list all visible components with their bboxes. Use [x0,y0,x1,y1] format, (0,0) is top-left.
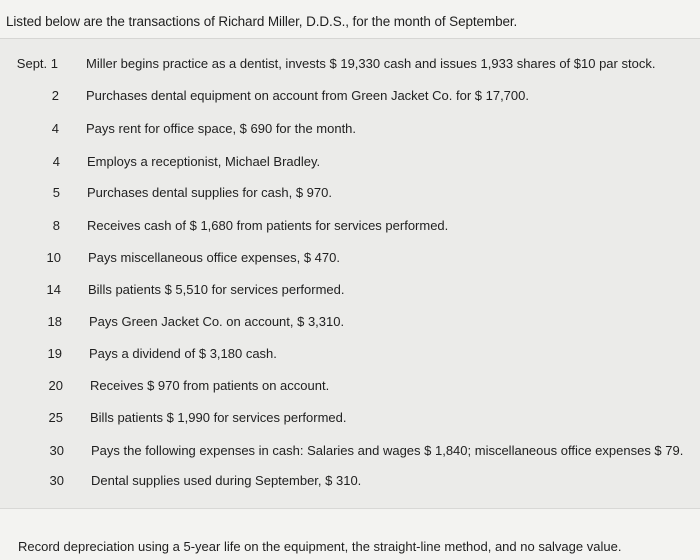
transaction-row [0,218,700,238]
transaction-date: 4 [52,154,60,169]
transaction-row [0,185,700,205]
footer-area [0,508,700,560]
transaction-description: Purchases dental equipment on account from Green Jacket Co. for $ 17,700. [86,88,529,103]
transaction-description: Pays the following expenses in cash: Salaries and wages $ 1,840; miscellaneous office expenses $ 79. [91,443,684,458]
transaction-row [0,88,700,108]
transaction-date: Sept. 1 [16,56,58,71]
intro-text: Listed below are the transactions of Richard Miller, D.D.S., for the month of September. [6,14,518,29]
transaction-description: Bills patients $ 5,510 for services performed. [88,282,345,297]
transaction-date: 14 [46,282,61,297]
transaction-row [0,56,700,76]
transaction-description: Pays rent for office space, $ 690 for the month. [86,121,357,136]
transaction-description: Pays miscellaneous office expenses, $ 470. [88,250,340,265]
transaction-description: Pays Green Jacket Co. on account, $ 3,310. [89,314,345,329]
transaction-row [0,121,700,141]
transaction-date: 8 [52,218,60,233]
transaction-row [0,282,700,302]
transaction-date: 30 [49,473,64,488]
transaction-row [0,443,700,463]
transaction-description: Miller begins practice as a dentist, invests $ 19,330 cash and issues 1,933 shares of $10 par stock. [86,56,656,71]
transaction-date: 19 [47,346,62,361]
transaction-date: 30 [49,443,64,458]
transaction-row [0,346,700,366]
transaction-description: Pays a dividend of $ 3,180 cash. [89,346,277,361]
transactions-panel [0,38,700,509]
transaction-row [0,378,700,398]
transaction-date: 5 [52,185,60,200]
transaction-row [0,154,700,174]
transaction-description: Bills patients $ 1,990 for services performed. [90,410,347,425]
transaction-date: 2 [51,88,59,103]
transaction-description: Purchases dental supplies for cash, $ 970. [87,185,332,200]
transaction-row [0,250,700,270]
depreciation-note: Record depreciation using a 5-year life on the equipment, the straight-line method, and no salvage value. [18,539,622,554]
intro-area [0,0,700,38]
transaction-description: Receives $ 970 from patients on account. [90,378,330,393]
transaction-date: 18 [47,314,62,329]
transaction-row [0,314,700,334]
transaction-row [0,473,700,493]
transaction-date: 4 [51,121,59,136]
transaction-date: 25 [48,410,63,425]
transaction-description: Dental supplies used during September, $ 310. [91,473,362,488]
transaction-date: 20 [48,378,63,393]
transaction-date: 10 [46,250,61,265]
transaction-row [0,410,700,430]
transaction-description: Employs a receptionist, Michael Bradley. [87,154,321,169]
transaction-description: Receives cash of $ 1,680 from patients for services performed. [87,218,449,233]
